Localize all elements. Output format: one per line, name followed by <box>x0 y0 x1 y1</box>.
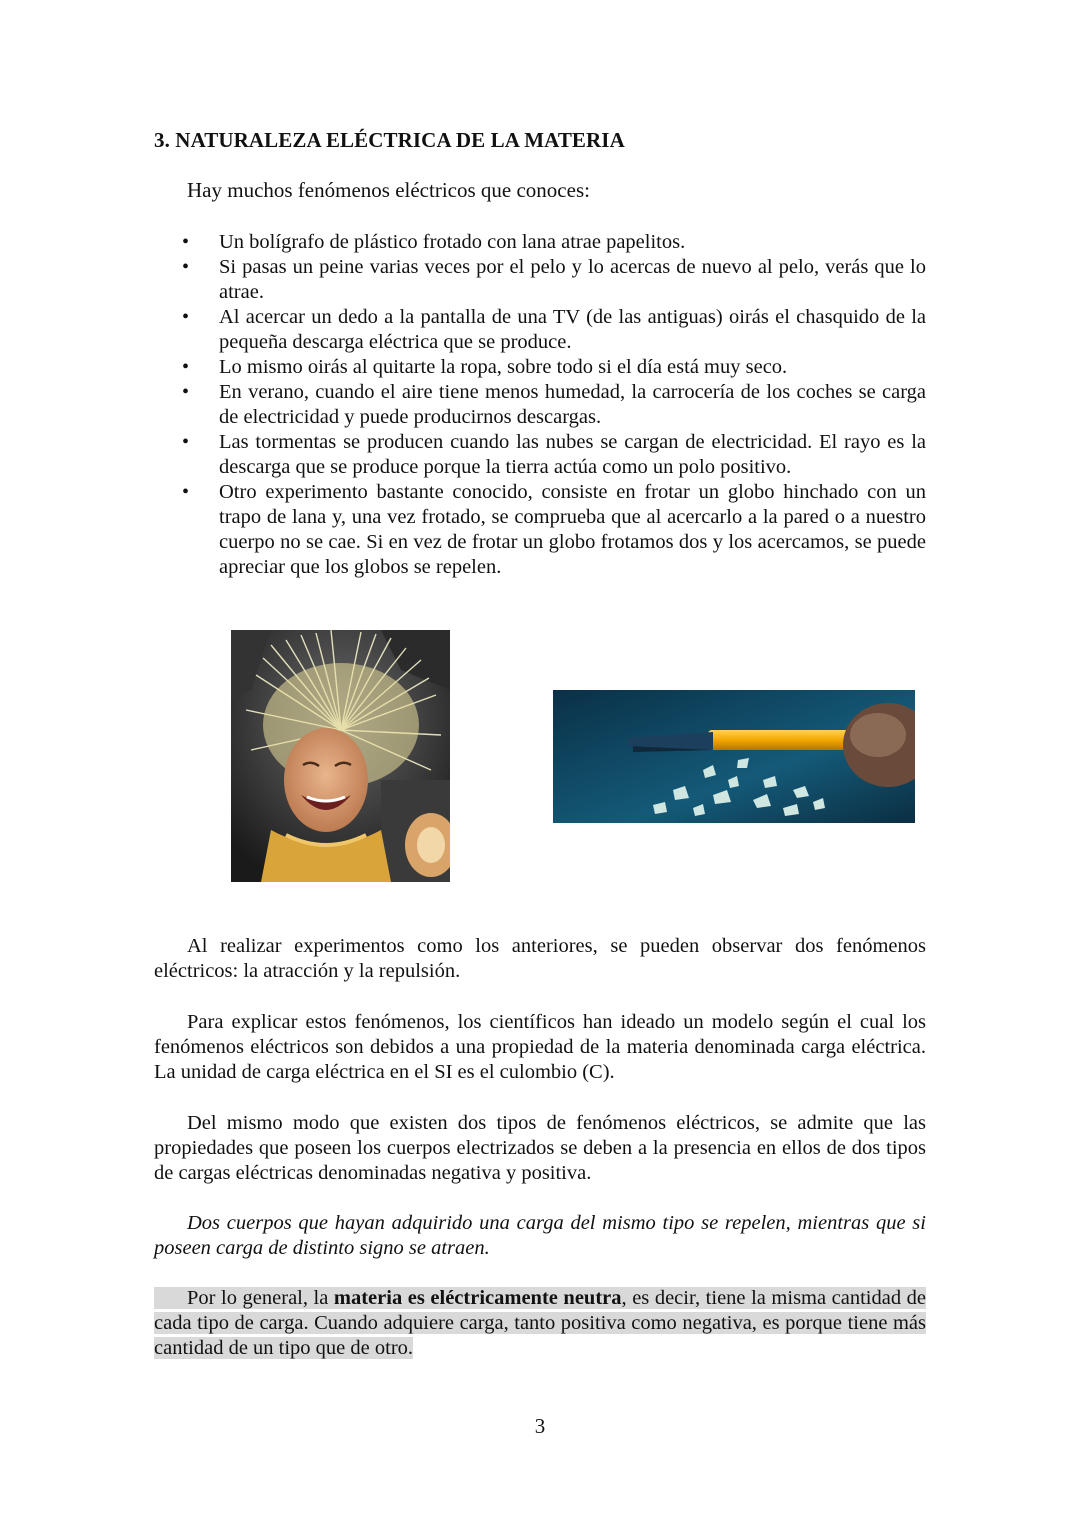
section-heading: 3. NATURALEZA ELÉCTRICA DE LA MATERIA <box>154 128 625 152</box>
list-item: • Lo mismo oirás al quitarte la ropa, sobre todo si el día está muy seco. <box>154 355 926 380</box>
list-item: • Si pasas un peine varias veces por el pelo y lo acercas de nuevo al pelo, verás que lo atrae. <box>154 255 926 305</box>
page-number: 3 <box>534 1414 546 1438</box>
phenomena-list <box>154 230 926 580</box>
static-hair-photo <box>231 630 450 882</box>
paragraph-text: Del mismo modo que existen dos tipos de fenómenos eléctricos, se admite que las propiedades que poseen los cuerpos electrizados se deben a la presencia en ellos de dos tipos de cargas eléctricas denominadas negativa y positiva. <box>154 1112 926 1184</box>
charged-pen-photo <box>553 690 915 823</box>
paragraph-attraction-repulsion <box>154 934 926 984</box>
paragraph-charge-rule <box>154 1211 926 1261</box>
paragraph-charge-types <box>154 1111 926 1186</box>
paragraph-charge-model <box>154 1010 926 1085</box>
list-item: • Al acercar un dedo a la pantalla de una TV (de las antiguas) oirás el chasquido de la pequeña descarga eléctrica que se produce. <box>154 305 926 355</box>
paragraph-text: , es decir, tiene la misma cantidad de cada tipo de carga. Cuando adquiere carga, tanto positiva como negativa, es porque tiene más cantidad de un tipo que de otro. <box>154 1287 926 1359</box>
paragraph-text: Al realizar experimentos como los anteriores, se pueden observar dos fenómenos eléctricos: la atracción y la repulsión. <box>154 935 926 982</box>
paragraph-text: Dos cuerpos que hayan adquirido una carga del mismo tipo se repelen, mientras que si poseen carga de distinto signo se atraen. <box>154 1212 926 1259</box>
bold-phrase: materia es eléctricamente neutra <box>333 1287 622 1309</box>
paragraph-neutral-matter <box>154 1286 926 1361</box>
list-item: • Un bolígrafo de plástico frotado con lana atrae papelitos. <box>154 230 926 255</box>
list-item: • Las tormentas se producen cuando las nubes se cargan de electricidad. El rayo es la descarga que se produce porque la tierra actúa como un polo positivo. <box>154 430 926 480</box>
paragraph-text: Para explicar estos fenómenos, los científicos han ideado un modelo según el cual los fenómenos eléctricos son debidos a una propiedad de la materia denominada carga eléctrica. La unidad de carga eléctrica en el SI es el culombio (C). <box>154 1011 926 1083</box>
list-item: • En verano, cuando el aire tiene menos humedad, la carrocería de los coches se carga de electricidad y puede producirnos descargas. <box>154 380 926 430</box>
intro-text: Hay muchos fenómenos eléctricos que conoces: <box>187 178 590 202</box>
list-item: • Otro experimento bastante conocido, consiste en frotar un globo hinchado con un trapo de lana y, una vez frotado, se comprueba que al acercarlo a la pared o a nuestro cuerpo no se cae. Si en vez de frotar un globo frotamos dos y los acercamos, se puede apreciar que los globos se repelen. <box>154 480 926 580</box>
paragraph-text: Por lo general, la <box>187 1287 334 1309</box>
